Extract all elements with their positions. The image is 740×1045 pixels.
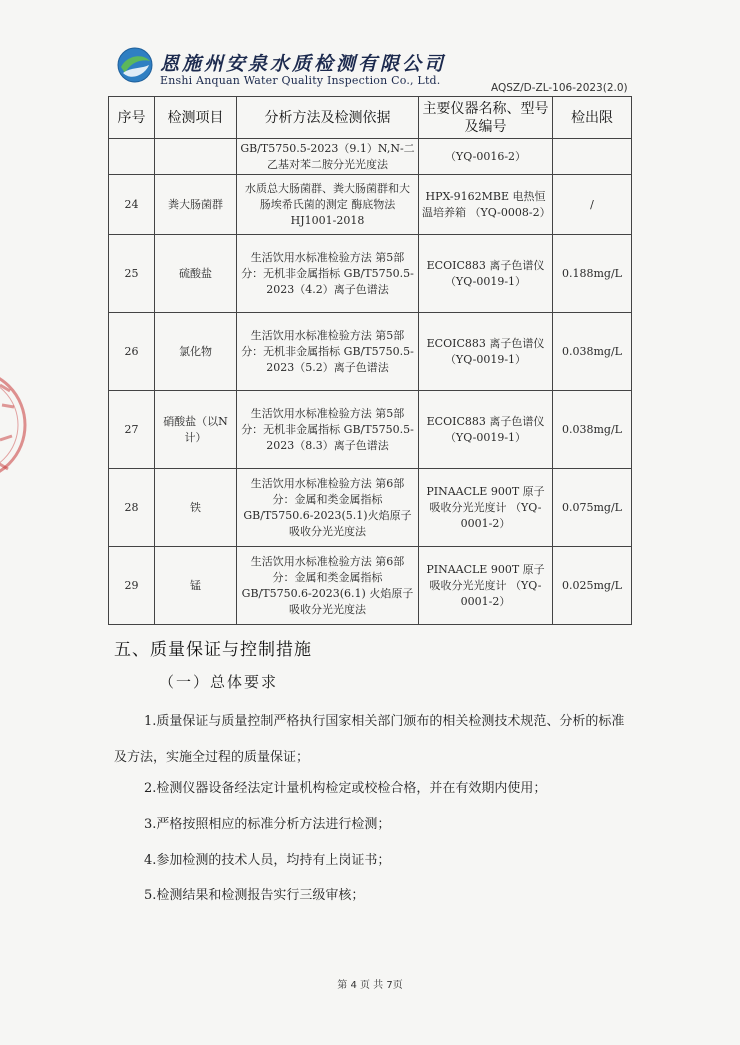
cell-method: 生活饮用水标准检验方法 第5部分：无机非金属指标 GB/T5750.5-2023（8.3）离子色谱法 xyxy=(237,391,419,469)
detection-methods-table xyxy=(108,96,632,625)
cell-instrument: ECOIC883 离子色谱仪 （YQ-0019-1） xyxy=(419,391,553,469)
requirement-item-5: 5.检测结果和检测报告实行三级审核； xyxy=(144,888,365,903)
cell-method: 水质总大肠菌群、粪大肠菌群和大肠埃希氏菌的测定 酶底物法 HJ1001-2018 xyxy=(237,175,419,235)
cell-no xyxy=(109,139,155,175)
cell-item: 粪大肠菌群 xyxy=(155,175,237,235)
table-row xyxy=(109,469,632,547)
cell-item: 硫酸盐 xyxy=(155,235,237,313)
col-header-limit: 检出限 xyxy=(553,97,632,139)
cell-method: GB/T5750.5-2023（9.1）N,N-二乙基对苯二胺分光光度法 xyxy=(237,139,419,175)
cell-limit: 0.075mg/L xyxy=(553,469,632,547)
col-header-item: 检测项目 xyxy=(155,97,237,139)
cell-limit: / xyxy=(553,175,632,235)
company-name-en: Enshi Anquan Water Quality Inspection Co., Ltd. xyxy=(160,74,441,87)
red-seal-stamp-icon xyxy=(0,345,30,505)
cell-item: 锰 xyxy=(155,547,237,625)
cell-item: 硝酸盐（以N计） xyxy=(155,391,237,469)
cell-no: 26 xyxy=(109,313,155,391)
cell-item: 氯化物 xyxy=(155,313,237,391)
cell-limit: 0.038mg/L xyxy=(553,391,632,469)
cell-method: 生活饮用水标准检验方法 第5部分：无机非金属指标 GB/T5750.5-2023（5.2）离子色谱法 xyxy=(237,313,419,391)
document-number: AQSZ/D-ZL-106-2023(2.0) xyxy=(491,82,628,94)
table-row xyxy=(109,139,632,175)
col-header-instrument: 主要仪器名称、型号及编号 xyxy=(419,97,553,139)
cell-method: 生活饮用水标准检验方法 第5部分：无机非金属指标 GB/T5750.5-2023（4.2）离子色谱法 xyxy=(237,235,419,313)
section-title: 五、质量保证与控制措施 xyxy=(114,640,312,660)
cell-instrument: （YQ-0016-2） xyxy=(419,139,553,175)
water-drop-logo-icon xyxy=(117,47,153,83)
cell-no: 28 xyxy=(109,469,155,547)
requirement-item-2: 2.检测仪器设备经法定计量机构检定或校检合格，并在有效期内使用； xyxy=(144,781,547,796)
cell-limit: 0.188mg/L xyxy=(553,235,632,313)
cell-instrument: HPX-9162MBE 电热恒温培养箱 （YQ-0008-2） xyxy=(419,175,553,235)
cell-no: 25 xyxy=(109,235,155,313)
cell-limit: 0.025mg/L xyxy=(553,547,632,625)
cell-instrument: PINAACLE 900T 原子吸收分光光度计 （YQ-0001-2） xyxy=(419,469,553,547)
table-header-row xyxy=(109,97,632,139)
table-row xyxy=(109,235,632,313)
cell-instrument: PINAACLE 900T 原子吸收分光光度计 （YQ-0001-2） xyxy=(419,547,553,625)
page-footer: 第 4 页 共 7页 xyxy=(337,980,403,991)
cell-instrument: ECOIC883 离子色谱仪 （YQ-0019-1） xyxy=(419,235,553,313)
requirement-item-1: 1.质量保证与质量控制严格执行国家相关部门颁布的相关检测技术规范、分析的标准及方法，实施全过程的质量保证； xyxy=(114,714,625,765)
company-name-cn: 恩施州安泉水质检测有限公司 xyxy=(160,53,447,75)
col-header-no: 序号 xyxy=(109,97,155,139)
section-subtitle: （一）总体要求 xyxy=(159,673,279,691)
table-row xyxy=(109,391,632,469)
table-row xyxy=(109,313,632,391)
requirement-item-4: 4.参加检测的技术人员，均持有上岗证书； xyxy=(144,853,391,868)
cell-no: 29 xyxy=(109,547,155,625)
table-row xyxy=(109,175,632,235)
cell-limit xyxy=(553,139,632,175)
cell-no: 27 xyxy=(109,391,155,469)
cell-limit: 0.038mg/L xyxy=(553,313,632,391)
cell-item: 铁 xyxy=(155,469,237,547)
cell-no: 24 xyxy=(109,175,155,235)
cell-item xyxy=(155,139,237,175)
table-row xyxy=(109,547,632,625)
cell-instrument: ECOIC883 离子色谱仪 （YQ-0019-1） xyxy=(419,313,553,391)
requirement-item-3: 3.严格按照相应的标准分析方法进行检测； xyxy=(144,817,391,832)
cell-method: 生活饮用水标准检验方法 第6部分：金属和类金属指标 GB/T5750.6-2023(5.1)火焰原子吸收分光光度法 xyxy=(237,469,419,547)
cell-method: 生活饮用水标准检验方法 第6部分：金属和类金属指标 GB/T5750.6-2023(6.1) 火焰原子吸收分光光度法 xyxy=(237,547,419,625)
col-header-method: 分析方法及检测依据 xyxy=(237,97,419,139)
